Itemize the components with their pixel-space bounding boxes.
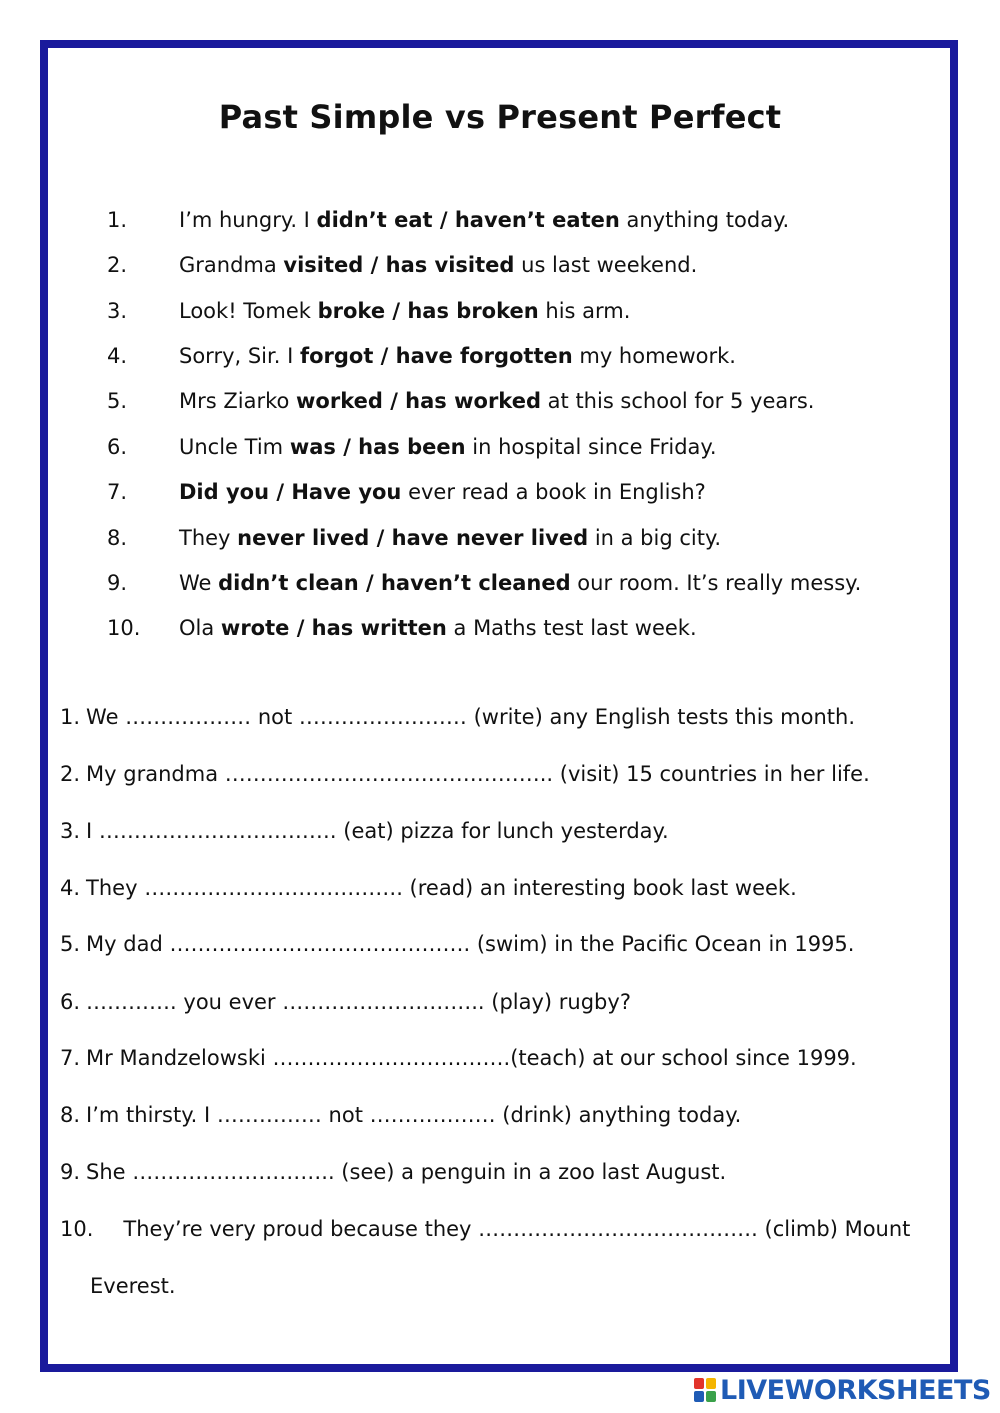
sentence-after: ever read a book in English? <box>401 480 706 504</box>
sentence-before: Grandma <box>179 253 284 277</box>
item-number: 9. <box>107 571 128 595</box>
gap-sentence[interactable]: My dad ……………………………………. (swim) in the Pacific Ocean in 1995. <box>86 932 855 956</box>
sentence-text <box>179 435 717 459</box>
item-number: 3. <box>107 299 128 323</box>
liveworksheets-logo <box>694 1375 991 1405</box>
gap-sentence[interactable]: They ………………………………. (read) an interesting book last week. <box>86 876 797 900</box>
gap-sentence[interactable]: My grandma ……………………………………….. (visit) 15 countries in her life. <box>86 762 870 786</box>
fill-sentence <box>60 762 870 786</box>
verb-options[interactable]: never lived / have never lived <box>237 526 589 550</box>
sentence-after: our room. It’s really messy. <box>570 571 862 595</box>
sentence-before: Mrs Ziarko <box>179 389 297 413</box>
fill-sentence <box>60 876 797 900</box>
sentence-text <box>179 208 789 232</box>
sentence-before: Ola <box>179 616 221 640</box>
verb-options[interactable]: worked / has worked <box>296 389 541 413</box>
sentence-continuation: Everest. <box>90 1274 176 1298</box>
sentence-text <box>179 616 697 640</box>
fill-sentence <box>60 1160 726 1184</box>
sentence-after: a Maths test last week. <box>446 616 697 640</box>
item-number: 5. <box>107 389 128 413</box>
sentence-before: We <box>179 571 219 595</box>
sentence-after: in hospital since Friday. <box>465 435 717 459</box>
fill-sentence <box>60 990 631 1014</box>
item-number: 6. <box>107 435 128 459</box>
verb-options[interactable]: didn’t clean / haven’t cleaned <box>218 571 571 595</box>
sentence-text <box>179 571 861 595</box>
item-number: 8. <box>107 526 128 550</box>
sentence-before: Look! Tomek <box>179 299 318 323</box>
sentence-after: us last weekend. <box>514 253 698 277</box>
sentence-text <box>179 480 706 504</box>
sentence-before: Uncle Tim <box>179 435 290 459</box>
item-number: 3. <box>60 819 81 843</box>
item-number: 7. <box>107 480 128 504</box>
item-number: 2. <box>107 253 128 277</box>
sentence-text <box>179 299 630 323</box>
sentence-after: at this school for 5 years. <box>540 389 815 413</box>
item-number: 1. <box>107 208 128 232</box>
worksheet-title: Past Simple vs Present Perfect <box>218 98 782 136</box>
item-number: 4. <box>60 876 81 900</box>
item-number: 8. <box>60 1103 81 1127</box>
verb-options[interactable]: was / has been <box>289 435 466 459</box>
fill-sentence <box>60 1046 857 1070</box>
item-number: 10. <box>60 1217 94 1241</box>
verb-options[interactable]: Did you / Have you <box>179 480 402 504</box>
gap-sentence[interactable]: She ……………………….. (see) a penguin in a zoo last August. <box>86 1160 727 1184</box>
fill-sentence <box>60 705 855 729</box>
verb-options[interactable]: forgot / have forgotten <box>299 344 573 368</box>
sentence-text <box>179 344 736 368</box>
item-number: 7. <box>60 1046 81 1070</box>
gap-sentence[interactable]: We ……………… not …………………… (write) any English tests this month. <box>86 705 856 729</box>
sentence-before: I’m hungry. I <box>179 208 317 232</box>
item-number: 10. <box>107 616 141 640</box>
fill-sentence <box>60 1217 910 1241</box>
item-number: 5. <box>60 932 81 956</box>
fill-sentence <box>60 932 854 956</box>
sentence-after: in a big city. <box>588 526 722 550</box>
sentence-before: They <box>179 526 238 550</box>
item-number: 9. <box>60 1160 81 1184</box>
liveworksheets-mark-icon <box>694 1378 716 1402</box>
sentence-text <box>179 526 721 550</box>
gap-sentence[interactable]: Mr Mandzelowski …………………………….(teach) at our school since 1999. <box>86 1046 857 1070</box>
item-number: 6. <box>60 990 81 1014</box>
verb-options[interactable]: broke / has broken <box>317 299 539 323</box>
verb-options[interactable]: wrote / has written <box>220 616 447 640</box>
brand-name: LIVEWORKSHEETS <box>720 1374 991 1406</box>
fill-sentence <box>60 819 669 843</box>
sentence-text <box>179 253 697 277</box>
fill-sentence <box>60 1103 741 1127</box>
gap-sentence[interactable]: I ……………………………. (eat) pizza for lunch yesterday. <box>86 819 669 843</box>
sentence-after: my homework. <box>572 344 736 368</box>
gap-sentence[interactable]: I’m thirsty. I …………… not ……………… (drink) anything today. <box>86 1103 742 1127</box>
sentence-after: his arm. <box>538 299 631 323</box>
sentence-before: Sorry, Sir. I <box>179 344 300 368</box>
item-number: 2. <box>60 762 81 786</box>
sentence-text <box>179 389 815 413</box>
verb-options[interactable]: didn’t eat / haven’t eaten <box>316 208 620 232</box>
gap-sentence[interactable]: They’re very proud because they …………………………………. (climb) Mount <box>123 1217 911 1241</box>
item-number: 4. <box>107 344 128 368</box>
item-number: 1. <box>60 705 81 729</box>
gap-sentence[interactable]: …………. you ever ……………………….. (play) rugby? <box>86 990 631 1014</box>
verb-options[interactable]: visited / has visited <box>283 253 515 277</box>
sentence-after: anything today. <box>619 208 790 232</box>
